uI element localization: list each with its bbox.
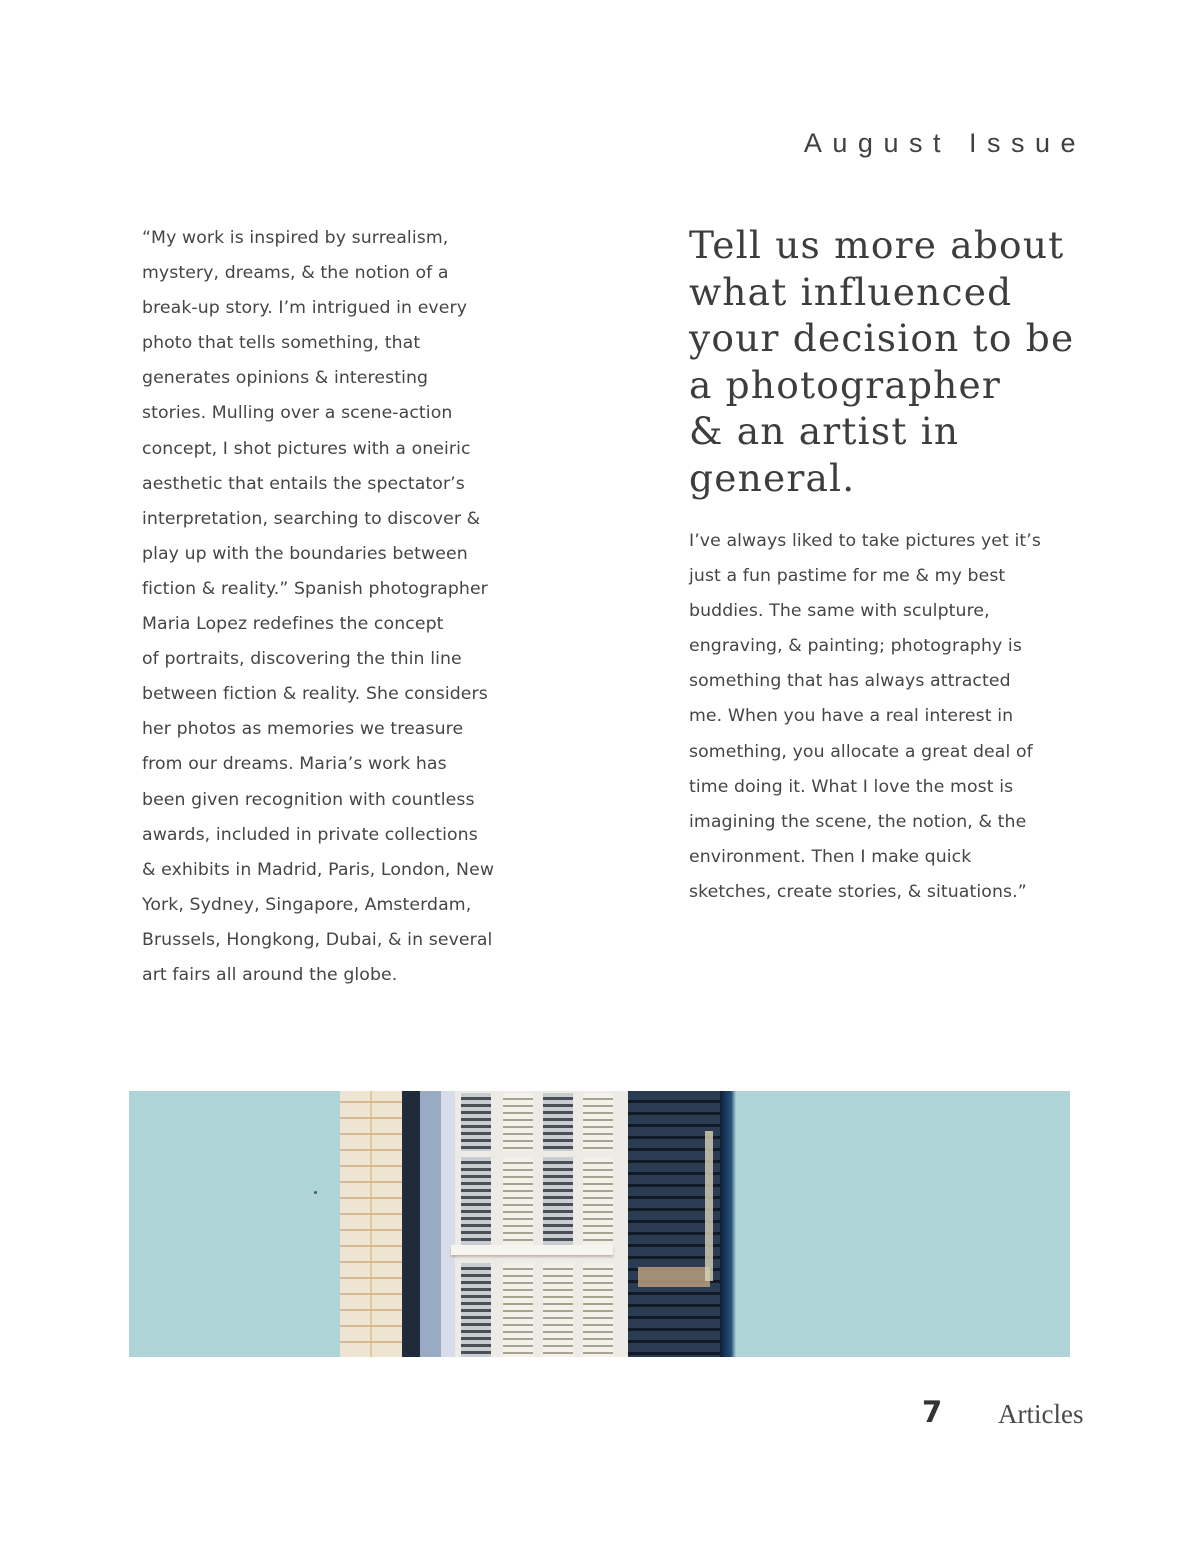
shutter-slats [583, 1263, 613, 1357]
shutter-slats [461, 1093, 491, 1151]
wall-mark [314, 1191, 317, 1194]
question-line: Tell us more about [689, 223, 1065, 267]
answer-line: sketches, create stories, & situations.” [689, 881, 1027, 902]
interview-answer [689, 524, 1089, 910]
answer-line: something that has always attracted [689, 671, 1011, 692]
shutter-slats [583, 1093, 613, 1151]
intro-line: generates opinions & interesting [142, 368, 429, 389]
shutter-slats [503, 1093, 533, 1151]
intro-line: break-up story. I’m intrigued in every [142, 298, 468, 319]
intro-line: concept, I shot pictures with a oneiric [142, 438, 471, 459]
intro-line: “My work is inspired by surrealism, [142, 228, 449, 248]
brick-column [340, 1091, 404, 1357]
shutter-slats [543, 1263, 573, 1357]
answer-line: engraving, & painting; photography is [689, 636, 1022, 657]
window-frame-inner [441, 1091, 455, 1357]
intro-line: & exhibits in Madrid, Paris, London, New [142, 859, 495, 880]
intro-line: been given recognition with countless [142, 789, 475, 810]
intro-line: art fairs all around the globe. [142, 964, 398, 985]
answer-line: just a fun pastime for me & my best [689, 566, 1006, 587]
dark-post [402, 1091, 420, 1357]
intro-line: stories. Mulling over a scene-action [142, 403, 453, 424]
intro-line: from our dreams. Maria’s work has [142, 754, 447, 775]
question-line: what influenced [689, 269, 1013, 314]
shutter-shadow [720, 1091, 736, 1357]
answer-line: me. When you have a real interest in [689, 706, 1014, 727]
question-line: a photographer [689, 362, 1002, 407]
intro-line: play up with the boundaries between [142, 543, 468, 564]
intro-line: fiction & reality.” Spanish photographer [142, 578, 488, 599]
answer-line: buddies. The same with sculpture, [689, 601, 990, 622]
section-label: Articles [998, 1399, 1084, 1429]
shutter-slats [503, 1157, 533, 1247]
intro-line: awards, included in private collections [142, 824, 478, 845]
answer-line: environment. Then I make quick [689, 846, 972, 867]
answer-line: something, you allocate a great deal of [689, 741, 1033, 762]
intro-line: Maria Lopez redefines the concept [142, 614, 444, 635]
window-shutters [455, 1091, 628, 1357]
answer-line: time doing it. What I love the most is [689, 776, 1014, 797]
interview-question-heading [689, 222, 1109, 501]
shutter-slats [461, 1263, 491, 1357]
intro-line: interpretation, searching to discover & [142, 508, 481, 529]
question-line: general. [689, 455, 856, 500]
intro-line: Brussels, Hongkong, Dubai, & in several [142, 929, 493, 950]
intro-line: between fiction & reality. She considers [142, 684, 488, 705]
shutter-edge [705, 1131, 713, 1281]
intro-line: of portraits, discovering the thin line [142, 649, 462, 670]
page-number: 7 [922, 1395, 943, 1429]
intro-line: her photos as memories we treasure [142, 719, 464, 740]
question-line: your decision to be [689, 316, 1075, 360]
issue-label: August Issue [803, 128, 1086, 158]
intro-line: York, Sydney, Singapore, Amsterdam, [142, 894, 472, 915]
shutter-slats [543, 1093, 573, 1151]
answer-line: imagining the scene, the notion, & the [689, 811, 1027, 832]
answer-line: I’ve always liked to take pictures yet it’s [689, 531, 1041, 551]
question-line: & an artist in [689, 409, 960, 453]
intro-line: aesthetic that entails the spectator’s [142, 473, 465, 494]
shutter-slats [583, 1157, 613, 1247]
intro-line: photo that tells something, that [142, 333, 421, 354]
shutter-slats [543, 1157, 573, 1247]
window-shutters-photo [129, 1091, 1070, 1357]
shutter-slats [503, 1263, 533, 1357]
shutter-slats [461, 1157, 491, 1247]
dark-shutter [628, 1091, 720, 1357]
window-sill [451, 1245, 613, 1255]
intro-line: mystery, dreams, & the notion of a [142, 263, 449, 284]
peeling-paint [638, 1267, 710, 1287]
intro-paragraph [142, 221, 542, 993]
